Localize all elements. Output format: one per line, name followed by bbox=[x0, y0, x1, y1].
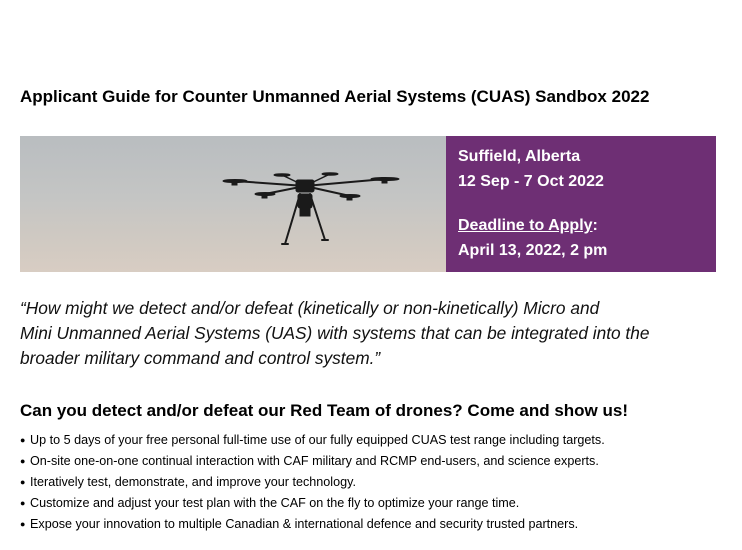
list-item: ● Iteratively test, demonstrate, and improve your technology. bbox=[20, 472, 730, 493]
bullet-icon: ● bbox=[20, 435, 26, 445]
benefits-list bbox=[20, 430, 730, 535]
quote-line-3: broader military command and control system.” bbox=[20, 348, 381, 368]
deadline-colon: : bbox=[592, 217, 598, 234]
quote-line-2: Mini Unmanned Aerial Systems (UAS) with systems that can be integrated into the bbox=[20, 323, 650, 343]
drone-photo bbox=[20, 136, 446, 272]
challenge-quote bbox=[20, 296, 730, 371]
event-dates: 12 Sep - 7 Oct 2022 bbox=[458, 173, 604, 190]
event-location: Suffield, Alberta bbox=[458, 148, 581, 165]
deadline-value: April 13, 2022, 2 pm bbox=[458, 242, 608, 259]
quote-line-1: “How might we detect and/or defeat (kinetically or non-kinetically) Micro and bbox=[20, 298, 600, 318]
list-item: ● On-site one-on-one continual interaction with CAF military and RCMP end-users, and science experts. bbox=[20, 451, 730, 472]
bullet-icon: ● bbox=[20, 477, 26, 487]
list-item: ● Up to 5 days of your free personal full-time use of our fully equipped CUAS test range including targets. bbox=[20, 430, 730, 451]
event-info-box bbox=[446, 136, 716, 272]
deadline-line bbox=[458, 213, 704, 238]
bullet-icon: ● bbox=[20, 456, 26, 466]
drone-icon bbox=[20, 136, 446, 272]
hero-banner bbox=[20, 136, 716, 272]
document-title: Applicant Guide for Counter Unmanned Aerial Systems (CUAS) Sandbox 2022 bbox=[20, 87, 650, 106]
deadline-label: Deadline to Apply bbox=[458, 217, 593, 234]
bullet-icon: ● bbox=[20, 519, 26, 529]
call-to-action-heading: Can you detect and/or defeat our Red Team of drones? Come and show us! bbox=[20, 401, 628, 420]
bullet-icon: ● bbox=[20, 498, 26, 508]
list-item: ● Customize and adjust your test plan with the CAF on the fly to optimize your range time. bbox=[20, 493, 730, 514]
list-item: ● Expose your innovation to multiple Canadian & international defence and security trusted partners. bbox=[20, 514, 730, 535]
